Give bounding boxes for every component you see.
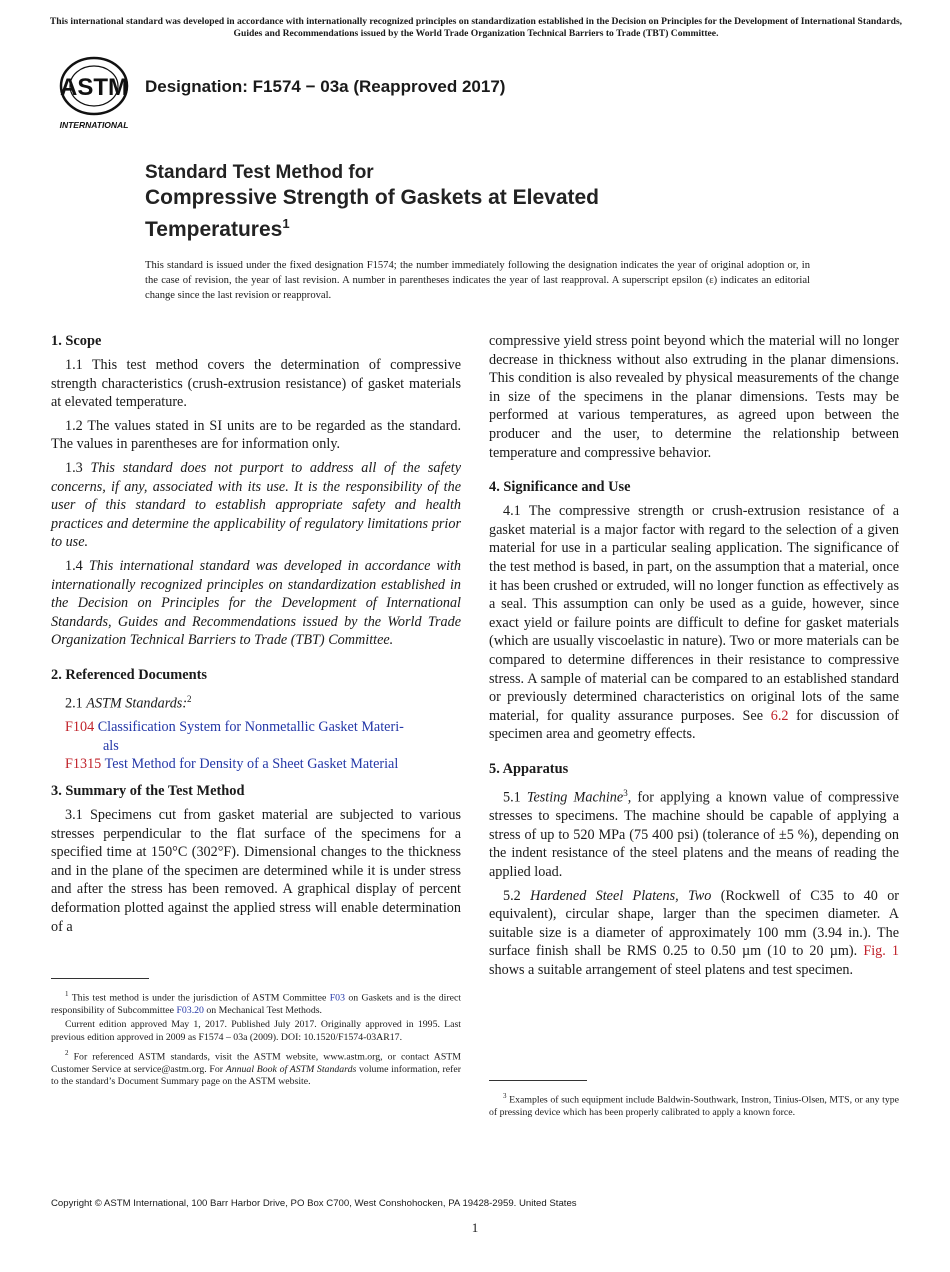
left-column [51, 332, 461, 941]
paragraph-1-3: 1.3 This standard does not purport to address all of the safety concerns, if any, associated with its use. It is the responsibility of the user of this standard to establish appropriate safety and health practices and determine the applicability of regulatory limitations prior to use. [51, 459, 461, 551]
logo-subtext: INTERNATIONAL [59, 120, 129, 130]
paragraph-1-4: 1.4 This international standard was developed in accordance with internationally recognized principles on standardization established in the Decision on Principles for the Development of International Standards, Guides and Recommendations issued by the World Trade Organization Technical Barriers to Trade (TBT) Committee. [51, 557, 461, 649]
link-fig-1[interactable]: Fig. 1 [863, 943, 899, 960]
page-number: 1 [471, 1220, 479, 1235]
reference-f104[interactable]: F104 Classification System for Nonmetallic Gasket Materi- [65, 719, 404, 736]
section-heading-significance: 4. Significance and Use [489, 479, 631, 496]
paragraph-4-1: 4.1 The compressive strength or crush-extrusion resistance of a gasket material is a major factor with regard to the selection of a given material for use in a particular sealing application. The significance of the test method is based, in part, on the assumption that a material, once it has been crushed or extruded, will no longer function as effectively as a seal. This assumption can only be used as a guide, however, since exact yield or failure points are difficult to define for gasket materials (which are usually viscoelastic in nature). Two or more materials can be compared to determine differences in their resistance to compressive stress. A sample of material can be compared to an established standard or previously determined characteristics on original lots of the same material, for quality assurance purposes. See 6.2 for discussion of specimen area and geometry effects. [489, 503, 899, 743]
footnote-rule-right [489, 1080, 587, 1081]
copyright: Copyright © ASTM International, 100 Barr Harbor Drive, PO Box C700, West Conshohocken, PA 19428-2959. United States [51, 1198, 577, 1209]
paragraph-1-1: 1.1 This test method covers the determination of compressive strength characteristics (crush-extrusion resistance) of gasket materials at elevated temperature. [51, 357, 461, 411]
footnote-1: $^1$ This test method is under the jurisdiction of ASTM Committee F03 on Gaskets and is the direct responsibility of Subcommittee F03.20 on Mechanical Test Methods. [51, 990, 462, 1016]
link-section-6-2[interactable]: 6.2 [770, 707, 789, 724]
paragraph-3-1: 3.1 Specimens cut from gasket material are subjected to various stresses perpendicular to the flat surface of the specimens for a specified time at 150°C (302°F). Dimensional changes to the thickness and in the plane of the specimen are determined while it is under stress and after the stress has been removed. A graphical display of percent deformation plotted against the applied stress will enable determination of a [51, 807, 461, 935]
footnote-rule-left [51, 978, 149, 979]
title-line-3: Temperatures$^1$ [145, 216, 290, 241]
title-line-1: Standard Test Method for [145, 162, 374, 183]
paragraph-5-1: 5.1 Testing Machine$^3$, for applying a known value of compressive stresses to specimens. The machine should be capable of applying a stress of up to 520 MPa (75 400 psi) (tolerance of ±5 %), depending on the indent resistance of the steel platens and the means of reading the applied load. [489, 787, 899, 880]
section-heading-apparatus: 5. Apparatus [489, 760, 569, 777]
title-line-2: Compressive Strength of Gaskets at Elevated [145, 186, 599, 209]
paragraph-3-1-continued: compressive yield stress point beyond which the material will no longer decrease in thickness without also extruding in the planar dimensions. This condition is also revealed by physical measurements of the change in size of the specimens in the planar dimensions. Tests may be performed at various temperatures, as agreed upon between the producer and the user, to determine the relationship between temperature and compressive behavior. [489, 333, 899, 461]
right-column [489, 332, 899, 985]
footnote-edition: Current edition approved May 1, 2017. Published July 2017. Originally approved in 1995. Last previous edition approved in 2009 as F1574 – 03a (2009). DOI: 10.1520/F1574-03AR17. [51, 1019, 461, 1044]
section-heading-referenced: 2. Referenced Documents [51, 666, 207, 683]
logo-letters: ASTM [60, 74, 128, 101]
footnote-3: $^3$ Examples of such equipment include Baldwin-Southwark, Instron, Tinius-Olsen, MTS, or any type of pressing device which has been properly calibrated to apply a known force. [489, 1092, 899, 1118]
section-heading-summary: 3. Summary of the Test Method [51, 783, 245, 800]
footnote-2: $^2$ For referenced ASTM standards, visit the ASTM website, www.astm.org, or contact ASTM Customer Service at service@astm.org. For Annual Book of ASTM Standards volume information, refer to the standard’s Document Summary page on the ASTM website. [51, 1048, 462, 1088]
astm-logo [54, 56, 134, 132]
paragraph-5-2: 5.2 Hardened Steel Platens, Two (Rockwell of C35 to 40 or equivalent), circular shape, larger than the specimen diameter. A suitable size is a diameter of approximately 100 mm (3.94 in.). The surface finish shall be RMS 0.25 to 0.50 µm (10 to 20 µm). Fig. 1 shows a suitable arrangement of steel platens and test specimen. [489, 887, 900, 978]
reference-f1315[interactable]: F1315 Test Method for Density of a Sheet Gasket Material [65, 756, 399, 773]
astm-logo-icon [54, 56, 134, 132]
section-heading-scope: 1. Scope [51, 333, 102, 349]
footnotes-left [51, 988, 461, 1091]
paragraph-2-1: 2.1 ASTM Standards:$^2$ [65, 693, 192, 712]
reference-f104-continuation[interactable]: als [103, 737, 119, 754]
designation: Designation: F1574 − 03a (Reapproved 2017) [145, 77, 506, 96]
paragraph-1-2: 1.2 The values stated in SI units are to be regarded as the standard. The values in parentheses are for information only. [51, 417, 461, 453]
standards-notice: This international standard was developed in accordance with internationally recognized principles on standardization established in the Decision on Principles for the Development of International Standards, Guides and Recommendations issued by the World Trade Organization Technical Barriers to Trade (TBT) Committee. [49, 16, 903, 39]
link-f03-20[interactable]: F03.20 [176, 1004, 204, 1016]
document-title [145, 160, 845, 243]
link-f03[interactable]: F03 [329, 992, 345, 1004]
designation-intro: This standard is issued under the fixed designation F1574; the number immediately following the designation indicates the year of original adoption or, in the case of revision, the year of last revision. A number in parentheses indicates the year of last reapproval. A superscript epsilon (ε) indicates an editorial change since the last revision or reapproval. [145, 260, 810, 301]
reference-list [51, 718, 461, 774]
footnotes-right [489, 1090, 899, 1121]
title-footnote-mark: 1 [282, 216, 290, 231]
